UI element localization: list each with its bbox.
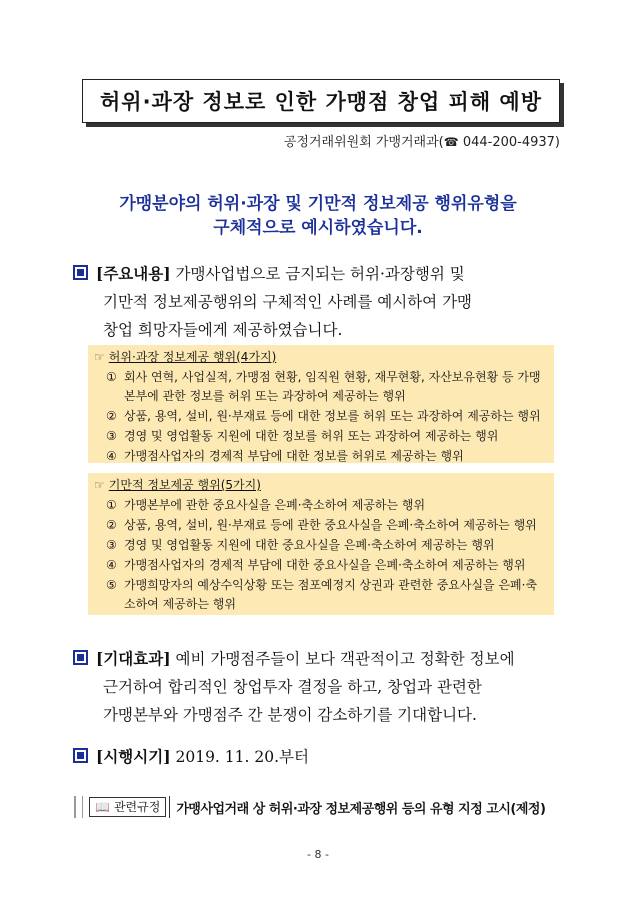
item-number: ①	[106, 498, 117, 512]
effective-date-section	[73, 743, 563, 771]
item-text: 가맹희망자의 예상수익상황 또는 점포예정지 상권과 관련한 중요사실을 은폐·축소하여 제공하는 행위	[124, 578, 538, 611]
box-header: 기만적 정보제공 행위(5가지)	[108, 478, 261, 492]
item-number: ⑤	[106, 578, 117, 592]
headline-line-1: 가맹분야의 허위·과장 및 기만적 정보제공 행위유형을	[119, 194, 517, 214]
main-content-line-1: 가맹사업법으로 금지되는 허위·과장행위 및	[170, 265, 465, 283]
main-content-section	[73, 260, 563, 344]
department-name: 공정거래위원회 가맹거래과(	[283, 135, 444, 150]
item-number: ③	[106, 538, 117, 552]
expected-effect-line-3: 가맹본부와 가맹점주 간 분쟁이 감소하기를 기대합니다.	[103, 706, 477, 724]
list-item	[88, 575, 554, 614]
related-regulation-tag	[89, 797, 166, 817]
list-item	[88, 367, 554, 406]
regulation-title: 가맹사업거래 상 허위·과장 정보제공행위 등의 유형 지정 고시(제정)	[176, 801, 546, 817]
page-title: 허위·과장 정보로 인한 가맹점 창업 피해 예방	[100, 90, 542, 114]
effective-date-label: [시행시기]	[96, 747, 171, 766]
pointing-hand-icon: ☞	[94, 478, 105, 492]
item-number: ③	[106, 429, 117, 443]
book-icon: 📖	[95, 800, 110, 814]
item-text: 상품, 용역, 설비, 원·부재료 등에 대한 정보를 허위 또는 과장하여 제공하는 행위	[124, 409, 541, 423]
effective-date-value: 2019. 11. 20.부터	[170, 748, 309, 766]
divider	[169, 796, 170, 818]
item-text: 가맹점사업자의 경제적 부담에 대한 중요사실을 은폐·축소하여 제공하는 행위	[124, 558, 526, 572]
list-item	[88, 426, 554, 446]
page-number: - 8 -	[307, 848, 329, 861]
phone-icon: ☎	[443, 135, 459, 149]
headline-line-2: 구체적으로 예시하였습니다.	[213, 218, 423, 238]
main-content-line-3: 창업 희망자들에게 제공하였습니다.	[103, 321, 343, 339]
item-number: ①	[106, 370, 117, 384]
item-number: ④	[106, 558, 117, 572]
department-contact	[284, 131, 560, 150]
decorative-bars	[74, 796, 83, 818]
related-regulation-bar	[74, 795, 564, 819]
item-number: ②	[106, 409, 117, 423]
list-item	[88, 446, 554, 466]
list-item	[88, 555, 554, 575]
expected-effect-line-1: 예비 가맹점주들이 보다 객관적이고 정확한 정보에	[170, 650, 515, 668]
list-item	[88, 495, 554, 515]
related-regulation-label: 관련규정	[113, 800, 161, 814]
list-item	[88, 515, 554, 535]
item-text: 가맹본부에 관한 중요사실을 은폐·축소하여 제공하는 행위	[124, 498, 426, 512]
square-bullet-icon	[73, 748, 88, 763]
item-text: 회사 연혁, 사업실적, 가맹점 현황, 임직원 현황, 재무현황, 자산보유현황 등 가맹본부에 관한 정보를 허위 또는 과장하여 제공하는 행위	[124, 370, 541, 403]
item-text: 가맹점사업자의 경제적 부담에 대한 정보를 허위로 제공하는 행위	[124, 449, 464, 463]
expected-effect-line-2: 근거하여 합리적인 창업투자 결정을 하고, 창업과 관련한	[103, 678, 482, 696]
deceptive-info-box	[88, 473, 554, 615]
item-text: 상품, 용역, 설비, 원·부재료 등에 관한 중요사실을 은폐·축소하여 제공하는 행위	[124, 518, 537, 532]
main-content-line-2: 기만적 정보제공행위의 구체적인 사례를 예시하여 가맹	[103, 293, 473, 311]
list-item	[88, 535, 554, 555]
main-content-label: [주요내용]	[96, 264, 171, 283]
item-text: 경영 및 영업활동 지원에 대한 중요사실을 은폐·축소하여 제공하는 행위	[124, 538, 495, 552]
expected-effect-section	[73, 645, 563, 729]
expected-effect-label: [기대효과]	[96, 649, 171, 668]
item-text: 경영 및 영업활동 지원에 대한 정보를 허위 또는 과장하여 제공하는 행위	[124, 429, 499, 443]
square-bullet-icon	[73, 265, 88, 280]
box-header: 허위·과장 정보제공 행위(4가지)	[108, 350, 277, 364]
list-item	[88, 406, 554, 426]
square-bullet-icon	[73, 650, 88, 665]
item-number: ②	[106, 518, 117, 532]
title-box	[82, 79, 560, 123]
item-number: ④	[106, 449, 117, 463]
phone-number: 044-200-4937)	[458, 135, 560, 150]
pointing-hand-icon: ☞	[94, 350, 105, 364]
false-exaggerated-info-box	[88, 345, 554, 463]
